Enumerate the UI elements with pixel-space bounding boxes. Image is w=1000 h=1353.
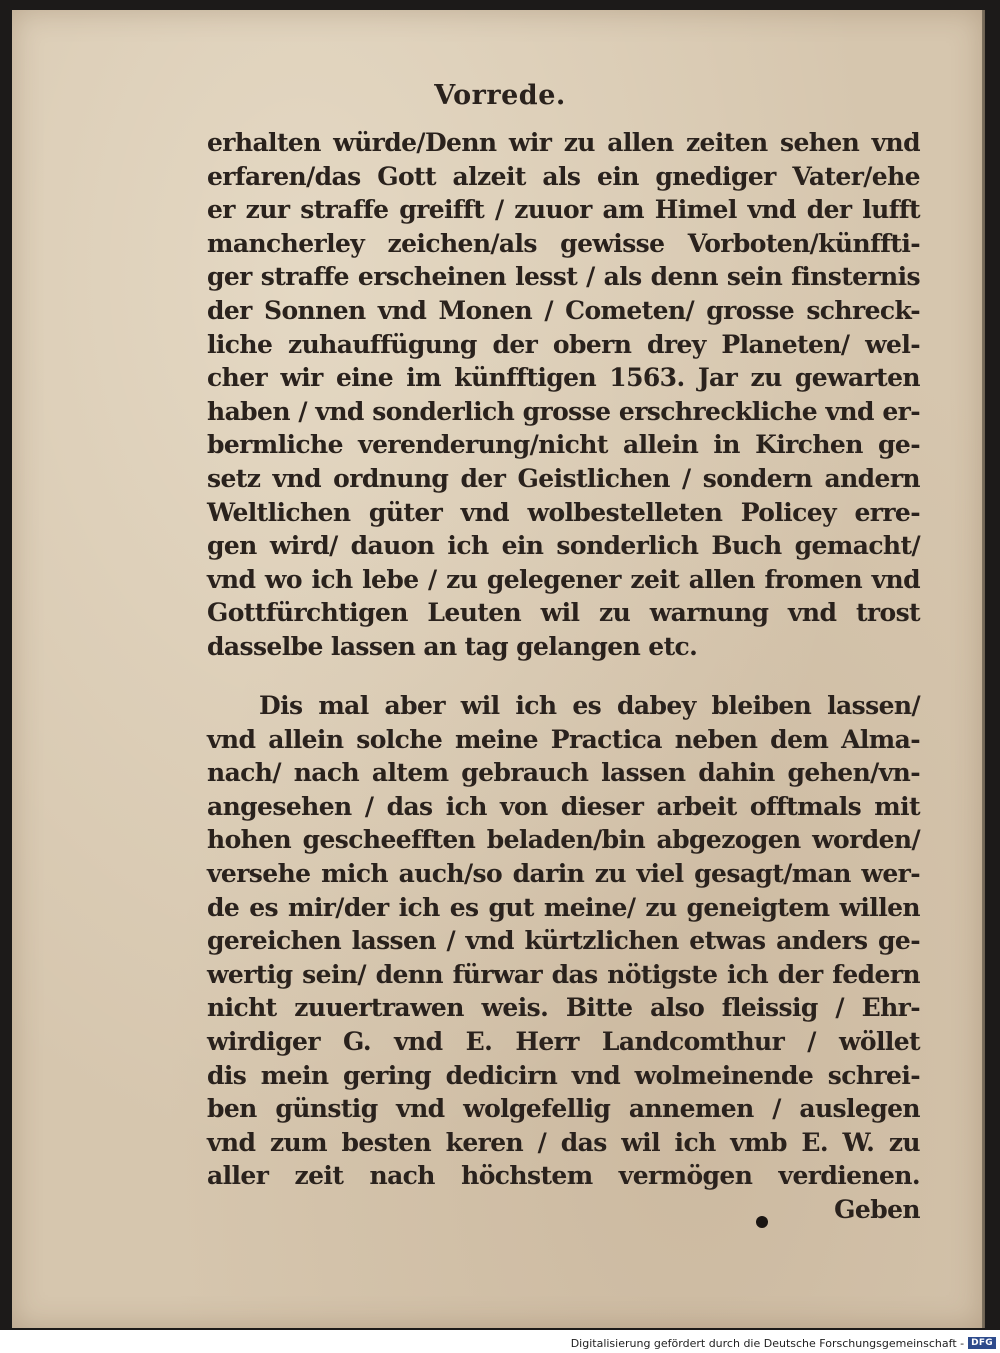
text-line: er zur straffe greifft / zuuor am Himel vnd der lufft [207,195,920,225]
text-line: de es mir/der ich es gut meine/ zu geneigtem willen [207,892,920,922]
text-line: liche zuhauffügung der obern drey Planeten/ wel- [207,329,920,359]
text-line: vnd zum besten keren / das wil ich vmb E. W. zu [207,1127,920,1157]
dfg-logo-icon: DFG [968,1337,996,1349]
text-line: haben / vnd sonderlich grosse erschreckliche vnd er- [207,396,920,426]
text-line: bermliche verenderung/nicht allein in Kirchen ge- [207,430,920,460]
paragraph-2 [207,689,920,1227]
text-line: aller zeit nach höchstem vermögen verdienen. [207,1161,920,1191]
text-line: dis mein gering dedicirn vnd wolmeinende schrei- [207,1060,920,1090]
catchword: Geben [834,1194,920,1224]
text-line: Dis mal aber wil ich es dabey bleiben lassen/ [259,691,920,720]
text-line: ben günstig vnd wolgefellig annemen / auslegen [207,1094,920,1124]
text-line: gereichen lassen / vnd kürtzlichen etwas anders ge- [207,926,920,956]
text-line: hohen gescheefften beladen/bin abgezogen worden/ [207,825,920,855]
text-line: gen wird/ dauon ich ein sonderlich Buch gemacht/ [207,531,920,561]
text-line: der Sonnen vnd Monen / Cometen/ grosse schreck- [207,295,920,325]
text-line: Gottfürchtigen Leuten wil zu warnung vnd trost [207,598,920,628]
text-line: wertig sein/ denn fürwar das nötigste ich der federn [207,959,920,989]
text-line: erfaren/das Gott alzeit als ein gnediger Vater/ehe [207,161,920,191]
text-line: setz vnd ordnung der Geistlichen / sondern andern [207,463,920,493]
text-line: angesehen / das ich von dieser arbeit offtmals mit [207,791,920,821]
text-line: nach/ nach altem gebrauch lassen dahin gehen/vn- [207,758,920,788]
text-line: vnd wo ich lebe / zu gelegener zeit allen fromen vnd [207,564,920,594]
text-line: erhalten würde/Denn wir zu allen zeiten sehen vnd [207,128,920,157]
text-line: mancherley zeichen/als gewisse Vorboten/künffti- [207,228,920,258]
text-line: versehe mich auch/so darin zu viel gesagt/man wer- [207,858,920,888]
text-line: ger straffe erscheinen lesst / als denn sein finsternis [207,262,920,292]
footer [571,1333,1000,1353]
text-line: wirdiger G. vnd E. Herr Landcomthur / wöllet [207,1026,920,1056]
text-line: Weltlichen güter vnd wolbestelleten Policey erre- [207,497,920,527]
text-line: vnd allein solche meine Practica neben dem Alma- [207,724,920,754]
ink-dot [756,1216,768,1228]
text-line: nicht zuuertrawen weis. Bitte also fleissig / Ehr- [207,993,920,1023]
footer-credit: Digitalisierung gefördert durch die Deutsche Forschungsgemeinschaft - [570,1336,965,1350]
text-line: cher wir eine im künfftigen 1563. Jar zu gewarten [207,363,920,393]
text-line: dasselbe lassen an tag gelangen etc. [207,631,698,661]
page-header: Vorrede. [434,80,566,111]
paragraph-1 [207,126,920,664]
